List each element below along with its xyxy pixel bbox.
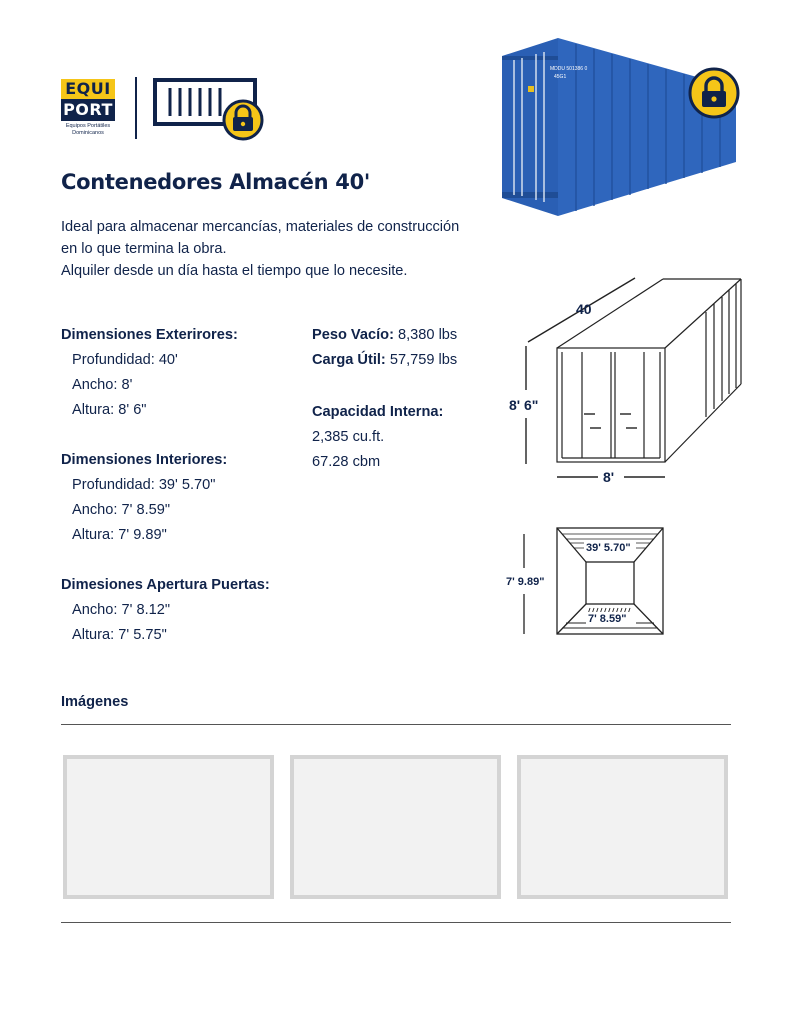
logo-tagline-line2: Dominicanos <box>72 130 104 136</box>
capacity-heading: Capacidad Interna: <box>312 404 444 420</box>
gallery-thumbnail-3[interactable] <box>517 755 728 899</box>
intro-text <box>61 216 511 282</box>
doors-height: Altura: 7' 5.75" <box>72 627 167 643</box>
intro-line-2: en lo que termina la obra. <box>61 241 227 257</box>
interior-bottom-label: 7' 8.59" <box>588 613 627 625</box>
gallery-heading: Imágenes <box>61 694 129 710</box>
capacity-cbm: 67.28 cbm <box>312 454 381 470</box>
gallery-bottom-divider <box>61 922 731 923</box>
container-photo <box>498 30 748 220</box>
weight-capacity-column <box>312 323 502 475</box>
interior-height: Altura: 7' 9.89" <box>72 527 167 543</box>
exterior-dimension-diagram <box>500 272 750 492</box>
exterior-height: Altura: 8' 6" <box>72 402 147 418</box>
intro-line-3: Alquiler desde un día hasta el tiempo que lo necesite. <box>61 263 408 279</box>
doors-width: Ancho: 7' 8.12" <box>72 602 171 618</box>
payload-value: 57,759 lbs <box>385 352 458 368</box>
logo-port-text: PORT <box>61 99 115 121</box>
payload-label: Carga Útil: <box>312 352 386 368</box>
interior-side-label: 7' 9.89" <box>506 576 545 588</box>
intro-line-1: Ideal para almacenar mercancías, materiales de construcción <box>61 219 460 235</box>
interior-depth: Profundidad: 39' 5.70" <box>72 477 216 493</box>
logo-divider <box>135 77 137 139</box>
gallery-top-divider <box>61 724 731 725</box>
interior-width: Ancho: 7' 8.59" <box>72 502 171 518</box>
equiport-logo <box>61 79 115 137</box>
empty-weight-label: Peso Vacío: <box>312 327 394 343</box>
interior-top-label: 39' 5.70" <box>586 542 631 554</box>
exterior-depth: Profundidad: 40' <box>72 352 178 368</box>
length-label: 40 <box>576 301 592 317</box>
page-title: Contenedores Almacén 40' <box>61 170 371 194</box>
interior-dimension-diagram <box>500 522 670 642</box>
container-marking-2: 45G1 <box>554 74 567 80</box>
gallery-thumbnail-2[interactable] <box>290 755 501 899</box>
container-marking-1: MDDU 501386 0 <box>550 66 588 72</box>
doors-heading: Dimesiones Apertura Puertas: <box>61 577 270 593</box>
logo-equi-text: EQUI <box>61 79 115 99</box>
dimensions-column <box>61 323 321 648</box>
exterior-width: Ancho: 8' <box>72 377 133 393</box>
height-label: 8' 6" <box>509 397 539 413</box>
payload <box>312 348 502 373</box>
container-lock-icon <box>150 76 270 142</box>
width-label: 8' <box>603 469 615 485</box>
capacity-cuft: 2,385 cu.ft. <box>312 429 385 445</box>
exterior-heading: Dimensiones Exterirores: <box>61 327 238 343</box>
interior-heading: Dimensiones Interiores: <box>61 452 228 468</box>
empty-weight <box>312 323 502 348</box>
gallery-thumbnail-1[interactable] <box>63 755 274 899</box>
logo-tagline <box>61 123 115 137</box>
logo-tagline-line1: Equipos Portátiles <box>65 123 111 129</box>
empty-weight-value: 8,380 lbs <box>393 327 458 343</box>
